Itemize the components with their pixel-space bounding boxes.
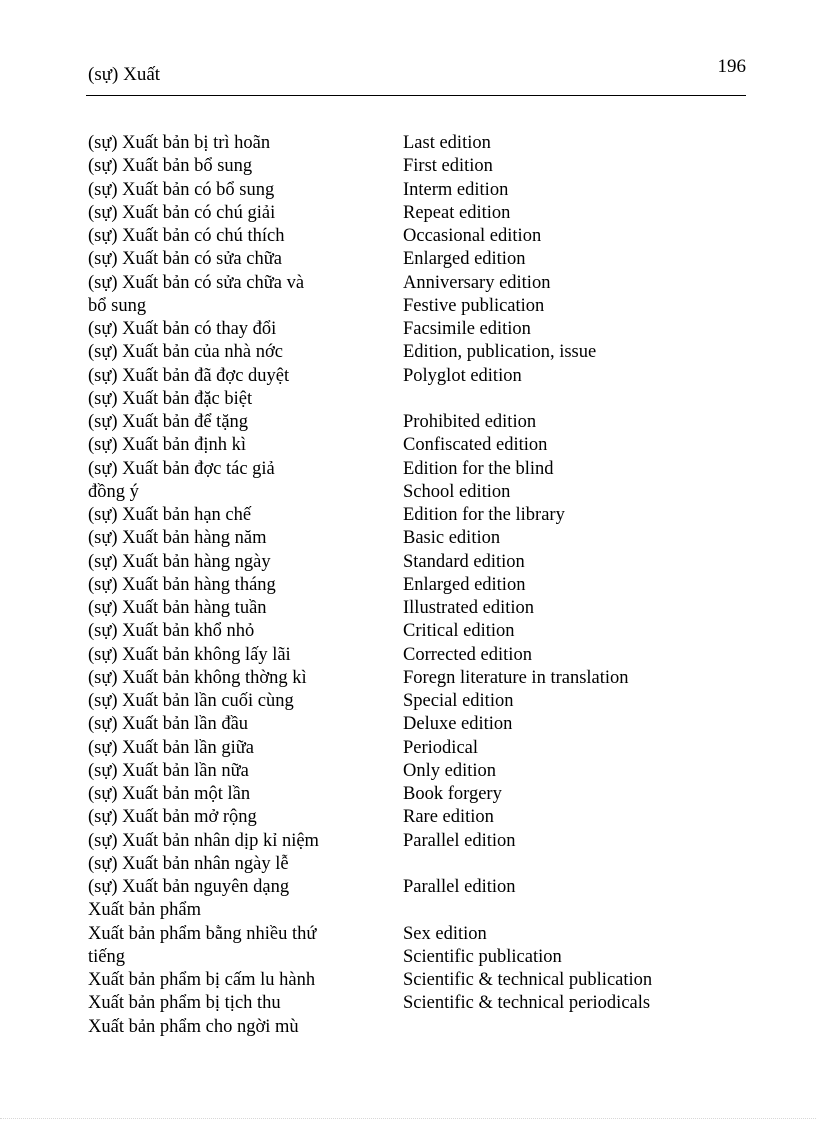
vietnamese-term: (sự) Xuất bản bị trì hoãn bbox=[88, 133, 271, 153]
vietnamese-term: (sự) Xuất bản đợc tác giả bbox=[88, 458, 275, 479]
vietnamese-term: (sự) Xuất bản có chú thích bbox=[88, 226, 285, 246]
vietnamese-term: tiếng bbox=[88, 946, 125, 967]
english-term: Confiscated edition bbox=[403, 435, 548, 456]
english-term: Anniversary edition bbox=[403, 272, 551, 293]
vietnamese-term: (sự) Xuất bản có chú giải bbox=[88, 202, 276, 223]
english-term: Occasional edition bbox=[403, 226, 542, 246]
vietnamese-term: Xuất bản phẩm bị cấm lu hành bbox=[88, 970, 316, 990]
english-term: Book forgery bbox=[403, 784, 502, 804]
vietnamese-term: bổ sung bbox=[88, 295, 147, 316]
page-number: 196 bbox=[717, 56, 746, 77]
vietnamese-term: (sự) Xuất bản hạn chế bbox=[88, 505, 252, 525]
english-term: Interm edition bbox=[403, 179, 509, 200]
vietnamese-term: (sự) Xuất bản lần đầu bbox=[88, 714, 249, 735]
vietnamese-term: Xuất bản phẩm cho ngời mù bbox=[88, 1016, 299, 1037]
vietnamese-term: (sự) Xuất bản định kì bbox=[88, 435, 246, 456]
english-term: Facsimile edition bbox=[403, 319, 531, 339]
english-term: Repeat edition bbox=[403, 202, 511, 223]
page-header-title: (sự) Xuất bbox=[88, 64, 161, 85]
vietnamese-terms-column bbox=[88, 132, 388, 1039]
english-term: Enlarged edition bbox=[403, 249, 526, 270]
vietnamese-term: (sự) Xuất bản khổ nhỏ bbox=[88, 621, 255, 642]
english-term: Last edition bbox=[403, 133, 491, 153]
english-term: Sex edition bbox=[403, 923, 487, 944]
vietnamese-term: (sự) Xuất bản một lần bbox=[88, 784, 251, 804]
vietnamese-term: (sự) Xuất bản có thay đổi bbox=[88, 319, 277, 339]
english-term bbox=[403, 388, 743, 411]
vietnamese-term: (sự) Xuất bản đã đợc duyệt bbox=[88, 365, 290, 386]
english-term: Foregn literature in translation bbox=[403, 667, 629, 688]
english-term: Special edition bbox=[403, 691, 514, 711]
english-term: Scientific publication bbox=[403, 946, 562, 967]
vietnamese-term: (sự) Xuất bản nguyên dạng bbox=[88, 877, 290, 897]
vietnamese-term: (sự) Xuất bản của nhà nớc bbox=[88, 342, 283, 363]
english-term: Critical edition bbox=[403, 621, 515, 642]
vietnamese-term: (sự) Xuất bản lần giữa bbox=[88, 737, 254, 758]
english-term: Polyglot edition bbox=[403, 365, 522, 386]
vietnamese-term: (sự) Xuất bản lần cuối cùng bbox=[88, 691, 294, 711]
vietnamese-term: (sự) Xuất bản có sửa chữa bbox=[88, 249, 282, 270]
english-term: Scientific & technical publication bbox=[403, 970, 653, 990]
vietnamese-term: (sự) Xuất bản bổ sung bbox=[88, 156, 253, 177]
vietnamese-term: (sự) Xuất bản hàng năm bbox=[88, 528, 267, 549]
english-term: Parallel edition bbox=[403, 877, 516, 897]
vietnamese-term: (sự) Xuất bản hàng ngày bbox=[88, 551, 271, 572]
english-term: Illustrated edition bbox=[403, 598, 535, 618]
vietnamese-term: Xuất bản phẩm bằng nhiều thứ bbox=[88, 923, 317, 944]
vietnamese-term: Xuất bản phẩm bị tịch thu bbox=[88, 993, 281, 1014]
vietnamese-term: (sự) Xuất bản lần nữa bbox=[88, 760, 249, 781]
english-term: Basic edition bbox=[403, 528, 501, 549]
english-term: Scientific & technical periodicals bbox=[403, 993, 651, 1014]
vietnamese-term: (sự) Xuất bản nhân dịp kỉ niệm bbox=[88, 830, 319, 851]
vietnamese-term: (sự) Xuất bản mở rộng bbox=[88, 807, 257, 828]
english-term: Edition, publication, issue bbox=[403, 342, 597, 363]
vietnamese-term: (sự) Xuất bản đặc biệt bbox=[88, 388, 253, 409]
english-terms-column bbox=[403, 132, 743, 1039]
english-term: First edition bbox=[403, 156, 493, 177]
vietnamese-term: (sự) Xuất bản không lấy lãi bbox=[88, 644, 291, 665]
vietnamese-term: (sự) Xuất bản có sửa chữa và bbox=[88, 272, 305, 293]
page-bottom-edge bbox=[0, 1118, 816, 1119]
vietnamese-term: Xuất bản phẩm bbox=[88, 900, 202, 921]
vietnamese-term: (sự) Xuất bản để tặng bbox=[88, 412, 249, 432]
english-term: Festive publication bbox=[403, 295, 545, 316]
english-term: Prohibited edition bbox=[403, 412, 537, 432]
english-term: Parallel edition bbox=[403, 830, 516, 851]
english-term: Rare edition bbox=[403, 807, 494, 828]
english-term: Periodical bbox=[403, 737, 479, 758]
vietnamese-term: đồng ý bbox=[88, 481, 139, 502]
english-term: Deluxe edition bbox=[403, 714, 513, 735]
vietnamese-term: (sự) Xuất bản hàng tuần bbox=[88, 598, 267, 618]
vietnamese-term: (sự) Xuất bản nhân ngày lễ bbox=[88, 853, 289, 874]
english-term: Standard edition bbox=[403, 551, 525, 572]
header-divider bbox=[86, 95, 746, 96]
english-term: Edition for the blind bbox=[403, 458, 554, 479]
english-term bbox=[403, 853, 743, 876]
vietnamese-term: (sự) Xuất bản không thờng kì bbox=[88, 667, 307, 688]
english-term: Enlarged edition bbox=[403, 574, 526, 595]
english-term: Only edition bbox=[403, 760, 497, 781]
english-term: Edition for the library bbox=[403, 505, 565, 525]
english-term: Corrected edition bbox=[403, 644, 532, 665]
english-term bbox=[403, 1016, 743, 1039]
vietnamese-term: (sự) Xuất bản có bổ sung bbox=[88, 179, 275, 200]
vietnamese-term: (sự) Xuất bản hàng tháng bbox=[88, 574, 276, 595]
english-term: School edition bbox=[403, 481, 511, 502]
english-term bbox=[403, 899, 743, 922]
